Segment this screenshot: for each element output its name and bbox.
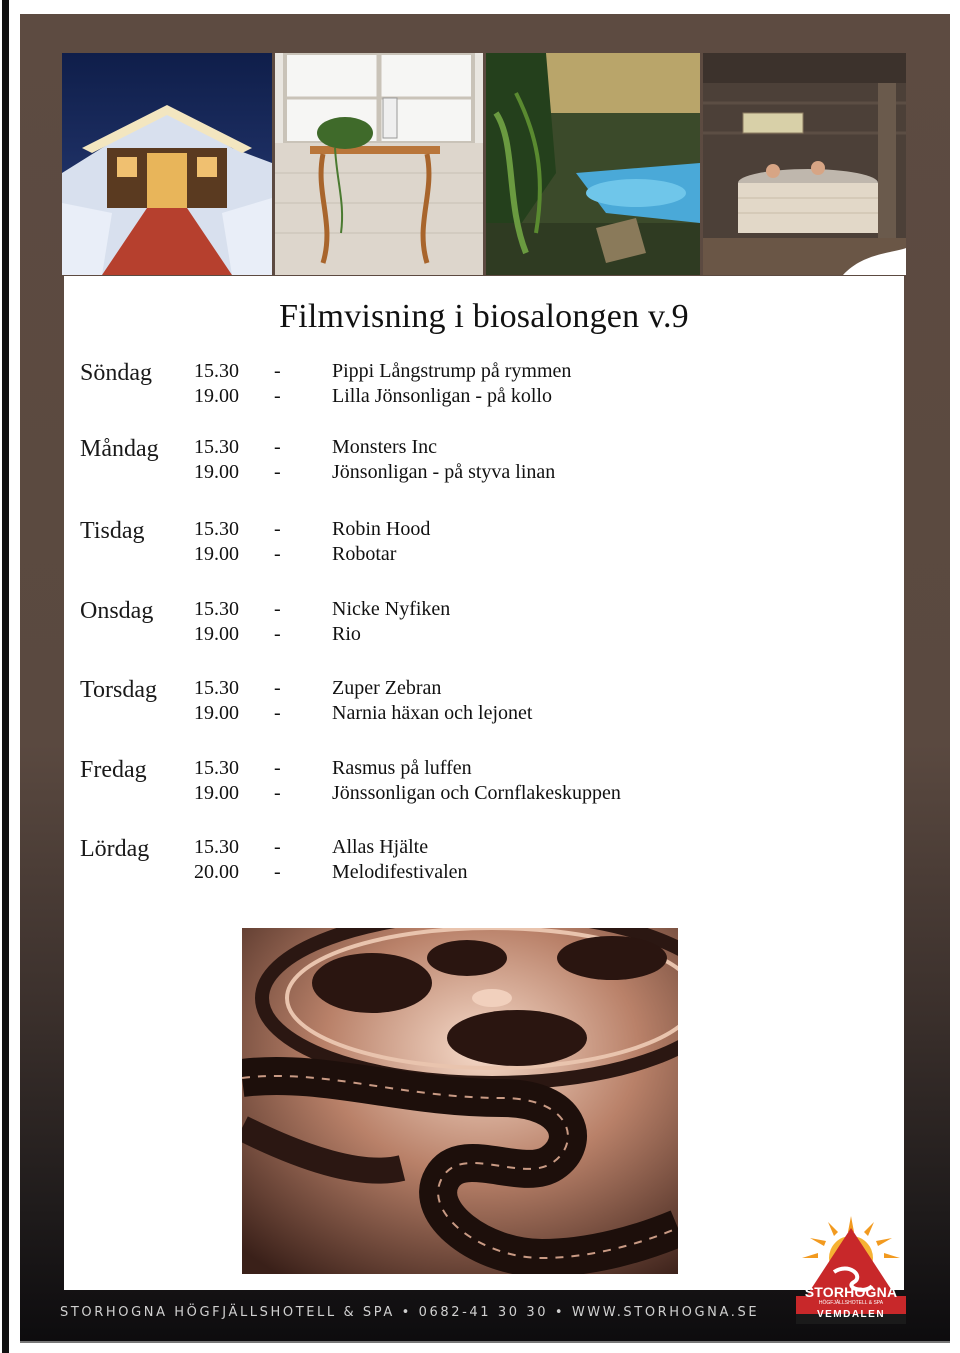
separator-dash: - (274, 757, 281, 779)
film-reel-photo (242, 928, 678, 1274)
show-time: 19.00 (194, 543, 239, 565)
separator-dash: - (274, 385, 281, 407)
film-title: Allas Hjälte (332, 836, 429, 858)
showing (64, 702, 904, 728)
storhogna-logo (794, 1214, 908, 1324)
day-torsdag (64, 677, 904, 743)
film-title: Monsters Inc (332, 436, 437, 458)
photo-strip (62, 53, 906, 275)
day-tisdag (64, 518, 904, 584)
day-name: Måndag (80, 436, 159, 462)
showing (64, 677, 904, 703)
show-time: 15.30 (194, 757, 239, 779)
day-mandag (64, 436, 904, 502)
separator-dash: - (274, 598, 281, 620)
separator-dash: - (274, 702, 281, 724)
film-title: Melodifestivalen (332, 861, 468, 883)
show-time: 19.00 (194, 385, 239, 407)
separator-dash: - (274, 360, 281, 382)
film-title: Narnia häxan och lejonet (332, 702, 533, 724)
logo-city: VEMDALEN (816, 1309, 886, 1320)
logo-subtitle: HÖGFJÄLLSHOTELL & SPA (818, 1300, 884, 1306)
film-title: Nicke Nyfiken (332, 598, 451, 620)
show-time: 19.00 (194, 702, 239, 724)
film-title: Rasmus på luffen (332, 757, 472, 779)
showing (64, 836, 904, 862)
film-title: Robotar (332, 543, 397, 565)
day-name: Tisdag (80, 518, 145, 544)
hot-tub-photo (703, 53, 906, 275)
show-time: 15.30 (194, 677, 239, 699)
left-edge-rule (2, 0, 9, 1353)
film-title: Pippi Långstrump på rymmen (332, 360, 572, 382)
day-fredag (64, 757, 904, 823)
day-name: Fredag (80, 757, 147, 783)
separator-dash: - (274, 518, 281, 540)
showing (64, 623, 904, 649)
film-title: Rio (332, 623, 361, 645)
hotel-entrance-night-photo (62, 53, 272, 275)
indoor-pool-photo (486, 53, 700, 275)
film-title: Zuper Zebran (332, 677, 442, 699)
show-time: 20.00 (194, 861, 239, 883)
film-title: Robin Hood (332, 518, 431, 540)
showing (64, 518, 904, 544)
show-time: 15.30 (194, 436, 239, 458)
window-table-plant-photo (275, 53, 483, 275)
day-lordag (64, 836, 904, 902)
showing (64, 598, 904, 624)
show-time: 15.30 (194, 598, 239, 620)
separator-dash: - (274, 543, 281, 565)
show-time: 15.30 (194, 518, 239, 540)
showing (64, 461, 904, 487)
separator-dash: - (274, 461, 281, 483)
showing (64, 385, 904, 411)
showing (64, 543, 904, 569)
show-time: 19.00 (194, 623, 239, 645)
showing (64, 782, 904, 808)
showing (64, 360, 904, 386)
footer-contact: STORHOGNA HÖGFJÄLLSHOTELL & SPA • 0682-41 30 30 • WWW.STORHOGNA.SE (60, 1305, 760, 1320)
page-title: Filmvisning i biosalongen v.9 (279, 298, 689, 335)
showing (64, 861, 904, 887)
film-title: Jönssonligan och Cornflakeskuppen (332, 782, 621, 804)
showing (64, 436, 904, 462)
separator-dash: - (274, 436, 281, 458)
showing (64, 757, 904, 783)
separator-dash: - (274, 677, 281, 699)
film-title: Lilla Jönsonligan - på kollo (332, 385, 552, 407)
separator-dash: - (274, 861, 281, 883)
day-name: Torsdag (80, 677, 157, 703)
show-time: 15.30 (194, 360, 239, 382)
separator-dash: - (274, 836, 281, 858)
show-time: 15.30 (194, 836, 239, 858)
day-name: Onsdag (80, 598, 154, 624)
separator-dash: - (274, 623, 281, 645)
logo-name: STORHOGNA (804, 1284, 898, 1300)
film-title: Jönsonligan - på styva linan (332, 461, 556, 483)
separator-dash: - (274, 782, 281, 804)
show-time: 19.00 (194, 461, 239, 483)
day-onsdag (64, 598, 904, 664)
day-sondag (64, 360, 904, 426)
show-time: 19.00 (194, 782, 239, 804)
day-name: Lördag (80, 836, 150, 862)
day-name: Söndag (80, 360, 152, 386)
